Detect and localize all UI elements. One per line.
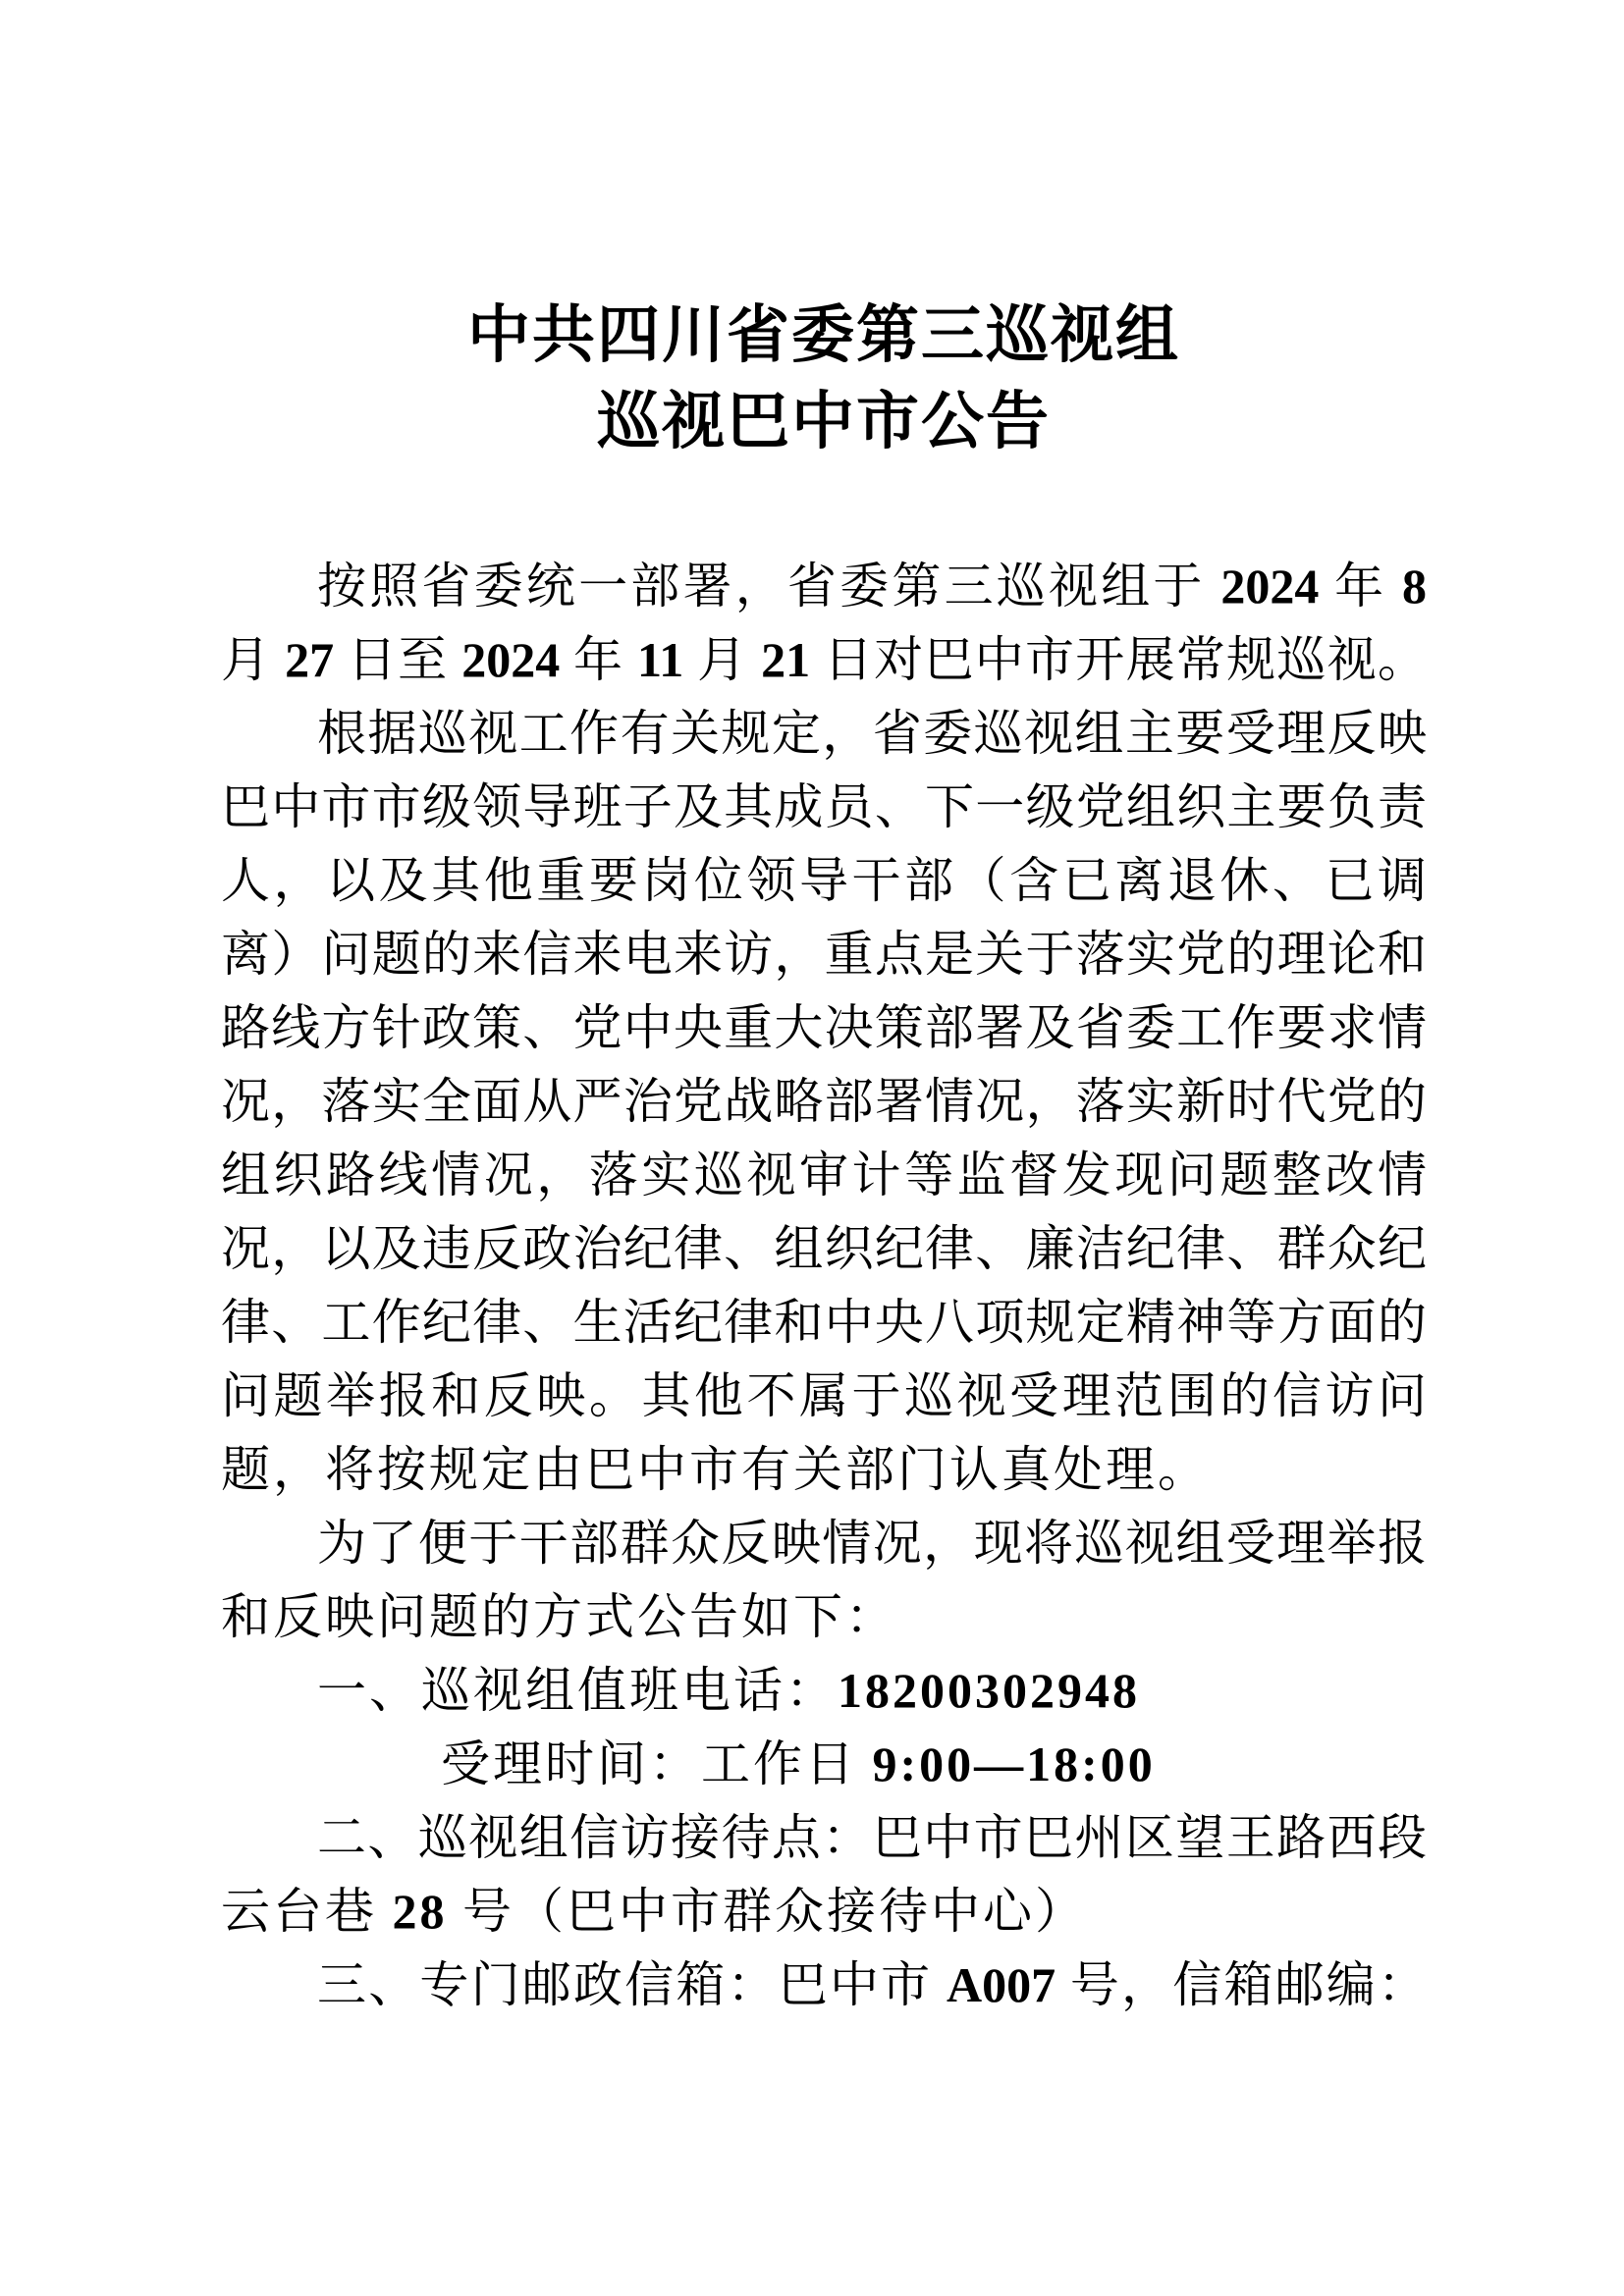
text-line [221,991,1427,1065]
text-segment: 问题举报和反映。其他不属于巡视受理范围的信访问 [221,1368,1427,1423]
text-segment: 月 [683,632,762,687]
number-text: 21 [761,632,811,687]
text-segment: 况，落实全面从严治党战略部署情况，落实新时代党的 [221,1074,1427,1129]
text-line [221,550,1427,623]
text-segment: 一、巡视组值班电话： [317,1663,838,1718]
text-segment: 日对巴中市开展常规巡视。 [810,632,1427,687]
text-segment: 离）问题的来信来电来访，重点是关于落实党的理论和 [221,927,1427,982]
text-line [221,1507,1427,1580]
text-segment: 人，以及其他重要岗位领导干部（含已离退休、已调 [221,853,1427,908]
text-segment: 云台巷 [221,1884,393,1939]
number-text: 2024 [1220,559,1320,614]
text-segment: 路线方针政策、党中央重大决策部署及省委工作要求情 [221,1000,1427,1055]
text-line [221,1654,1427,1728]
text-line [221,771,1427,844]
number-text: 11 [637,632,684,687]
number-text: 8 [1402,559,1428,614]
text-segment: 号（巴中市群众接待中心） [447,1884,1087,1939]
text-segment: 题，将按规定由巴中市有关部门认真处理。 [221,1442,1210,1497]
number-text: 18200302948 [838,1663,1140,1718]
text-line [221,1728,1427,1801]
text-segment: 月 [221,632,286,687]
text-line [221,1875,1427,1949]
text-segment: 组织路线情况，落实巡视审计等监督发现问题整改情 [221,1148,1427,1202]
text-line [221,1433,1427,1507]
text-line [221,1212,1427,1286]
text-line [221,697,1427,771]
text-segment: 为了便于干部群众反映情况，现将巡视组受理举报 [317,1516,1427,1571]
text-segment: 号，信箱邮编： [1056,1957,1428,2012]
number-text: 27 [285,632,335,687]
text-segment: 根据巡视工作有关规定，省委巡视组主要受理反映 [317,706,1427,761]
text-segment: 年 [1319,559,1403,614]
document-body [221,550,1427,2022]
text-segment: 三、专门邮政信箱：巴中市 [317,1957,947,2012]
number-text: 9:00—18:00 [872,1736,1156,1791]
text-line [221,1360,1427,1433]
document-title [221,293,1427,465]
text-line [221,1065,1427,1139]
text-line [221,1139,1427,1212]
text-segment: 受理时间：工作日 [441,1736,873,1791]
text-segment: 律、工作纪律、生活纪律和中央八项规定精神等方面的 [221,1295,1427,1350]
text-segment: 况，以及违反政治纪律、组织纪律、廉洁纪律、群众纪 [221,1221,1427,1276]
number-text: 2024 [461,632,561,687]
document-content [221,0,1427,2022]
text-line [221,1286,1427,1360]
text-segment: 巴中市市级领导班子及其成员、下一级党组织主要负责 [221,779,1427,834]
text-line [221,918,1427,991]
title-line-2: 巡视巴中市公告 [597,387,1051,456]
title-line-1: 中共四川省委第三巡视组 [467,300,1180,370]
text-line [221,1801,1427,1875]
text-segment: 二、巡视组信访接待点：巴中市巴州区望王路西段 [317,1810,1427,1865]
text-segment: 按照省委统一部署，省委第三巡视组于 [317,559,1221,614]
number-text: 28 [392,1884,448,1939]
text-segment: 年 [560,632,638,687]
text-segment: 和反映问题的方式公告如下： [221,1589,897,1644]
text-line [221,1580,1427,1654]
text-line [221,844,1427,918]
text-segment: 日至 [334,632,462,687]
number-text: A007 [947,1957,1056,2012]
text-line [221,623,1427,697]
text-line [221,1949,1427,2022]
